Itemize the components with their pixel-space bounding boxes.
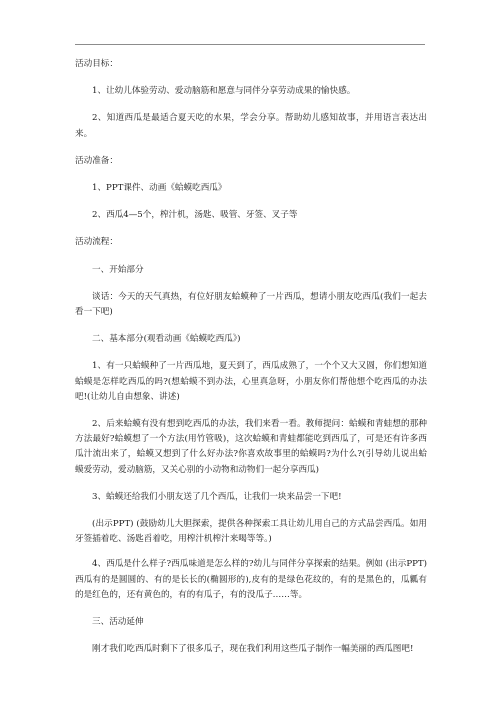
part-3-heading: 三、活动延伸 — [92, 617, 144, 628]
heading-process: 活动流程： — [75, 237, 118, 248]
part-2-step-3: 3、蛤蟆还给我们小朋友送了几个西瓜，让我们一块来品尝一下吧! — [92, 491, 342, 502]
goal-item-1: 1、让幼儿体验劳动、爱动脑筋和愿意与同伴分享劳动成果的愉快感。 — [92, 86, 356, 97]
prep-item-2: 2、西瓜4—5个，榨汁机，汤匙、吸管、牙签、叉子等 — [92, 210, 298, 221]
part-2-step-4: 4、西瓜是什么样子?西瓜味道是怎么样的?幼儿与同伴分享探索的结果。例如 (出示PPT) 西瓜有的是圆圆的、有的是长长的(椭圆形的),皮有的是绿色花纹的，有的是黑色的，瓜瓤有的是红色的，还有黄色的，有的有瓜子，有的没瓜子……等。 — [75, 559, 427, 600]
part-2-step-2: 2、后来蛤蟆有没有想到吃西瓜的办法，我们来看一看。教师提问：蛤蟆和青蛙想的那种方法最好?蛤蟆想了一个方法(用竹管吸)，这次蛤蟆和青蛙都能吃到西瓜了，可是还有许多西瓜汁流出来了，蛤蟆又想到了什么好办法?你喜欢故事里的蛤蟆吗?为什么?(引导幼儿说出蛤蟆爱劳动，爱动脑筋，又关心别的小动物和动物们一起分享西瓜) — [75, 419, 427, 475]
header-rule — [75, 44, 425, 45]
heading-preparation: 活动准备： — [75, 155, 118, 166]
prep-item-1: 1、PPT课件、动画《蛤蟆吃西瓜》 — [92, 183, 227, 194]
part-3-text: 刚才我们吃西瓜时剩下了很多瓜子，现在我们利用这些瓜子制作一幅美丽的西瓜图吧! — [92, 644, 414, 655]
part-1-heading: 一、开始部分 — [92, 264, 144, 275]
part-1-talk: 谈话：今天的天气真热，有位好朋友蛤蟆种了一片西瓜，想请小朋友吃西瓜(我们一起去看一下吧) — [75, 291, 427, 318]
part-2-step-1: 1、有一只蛤蟆种了一片西瓜地，夏天到了，西瓜成熟了，一个个又大又圆，你们想知道蛤蟆是怎样吃西瓜的吗?(想蛤蟆不到办法，心里真急呀，小朋友你们帮他想个吃西瓜的办法吧!(让幼儿自由想象、讲述) — [75, 361, 427, 402]
goal-item-2: 2、知道西瓜是最适合夏天吃的水果，学会分享。帮助幼儿感知故事，并用语言表达出来。 — [75, 113, 427, 139]
heading-goals: 活动目标： — [75, 59, 118, 69]
part-2-ppt-note: (出示PPT) (鼓励幼儿大胆探索，提供各种探索工具让幼儿用自己的方式品尝西瓜。如用牙签插着吃、汤匙舀着吃，用榨汁机榨汁来喝等等。) — [75, 519, 427, 545]
part-2-heading: 二、基本部分(观看动画《蛤蟆吃西瓜》) — [92, 334, 241, 345]
document-body — [75, 57, 427, 657]
